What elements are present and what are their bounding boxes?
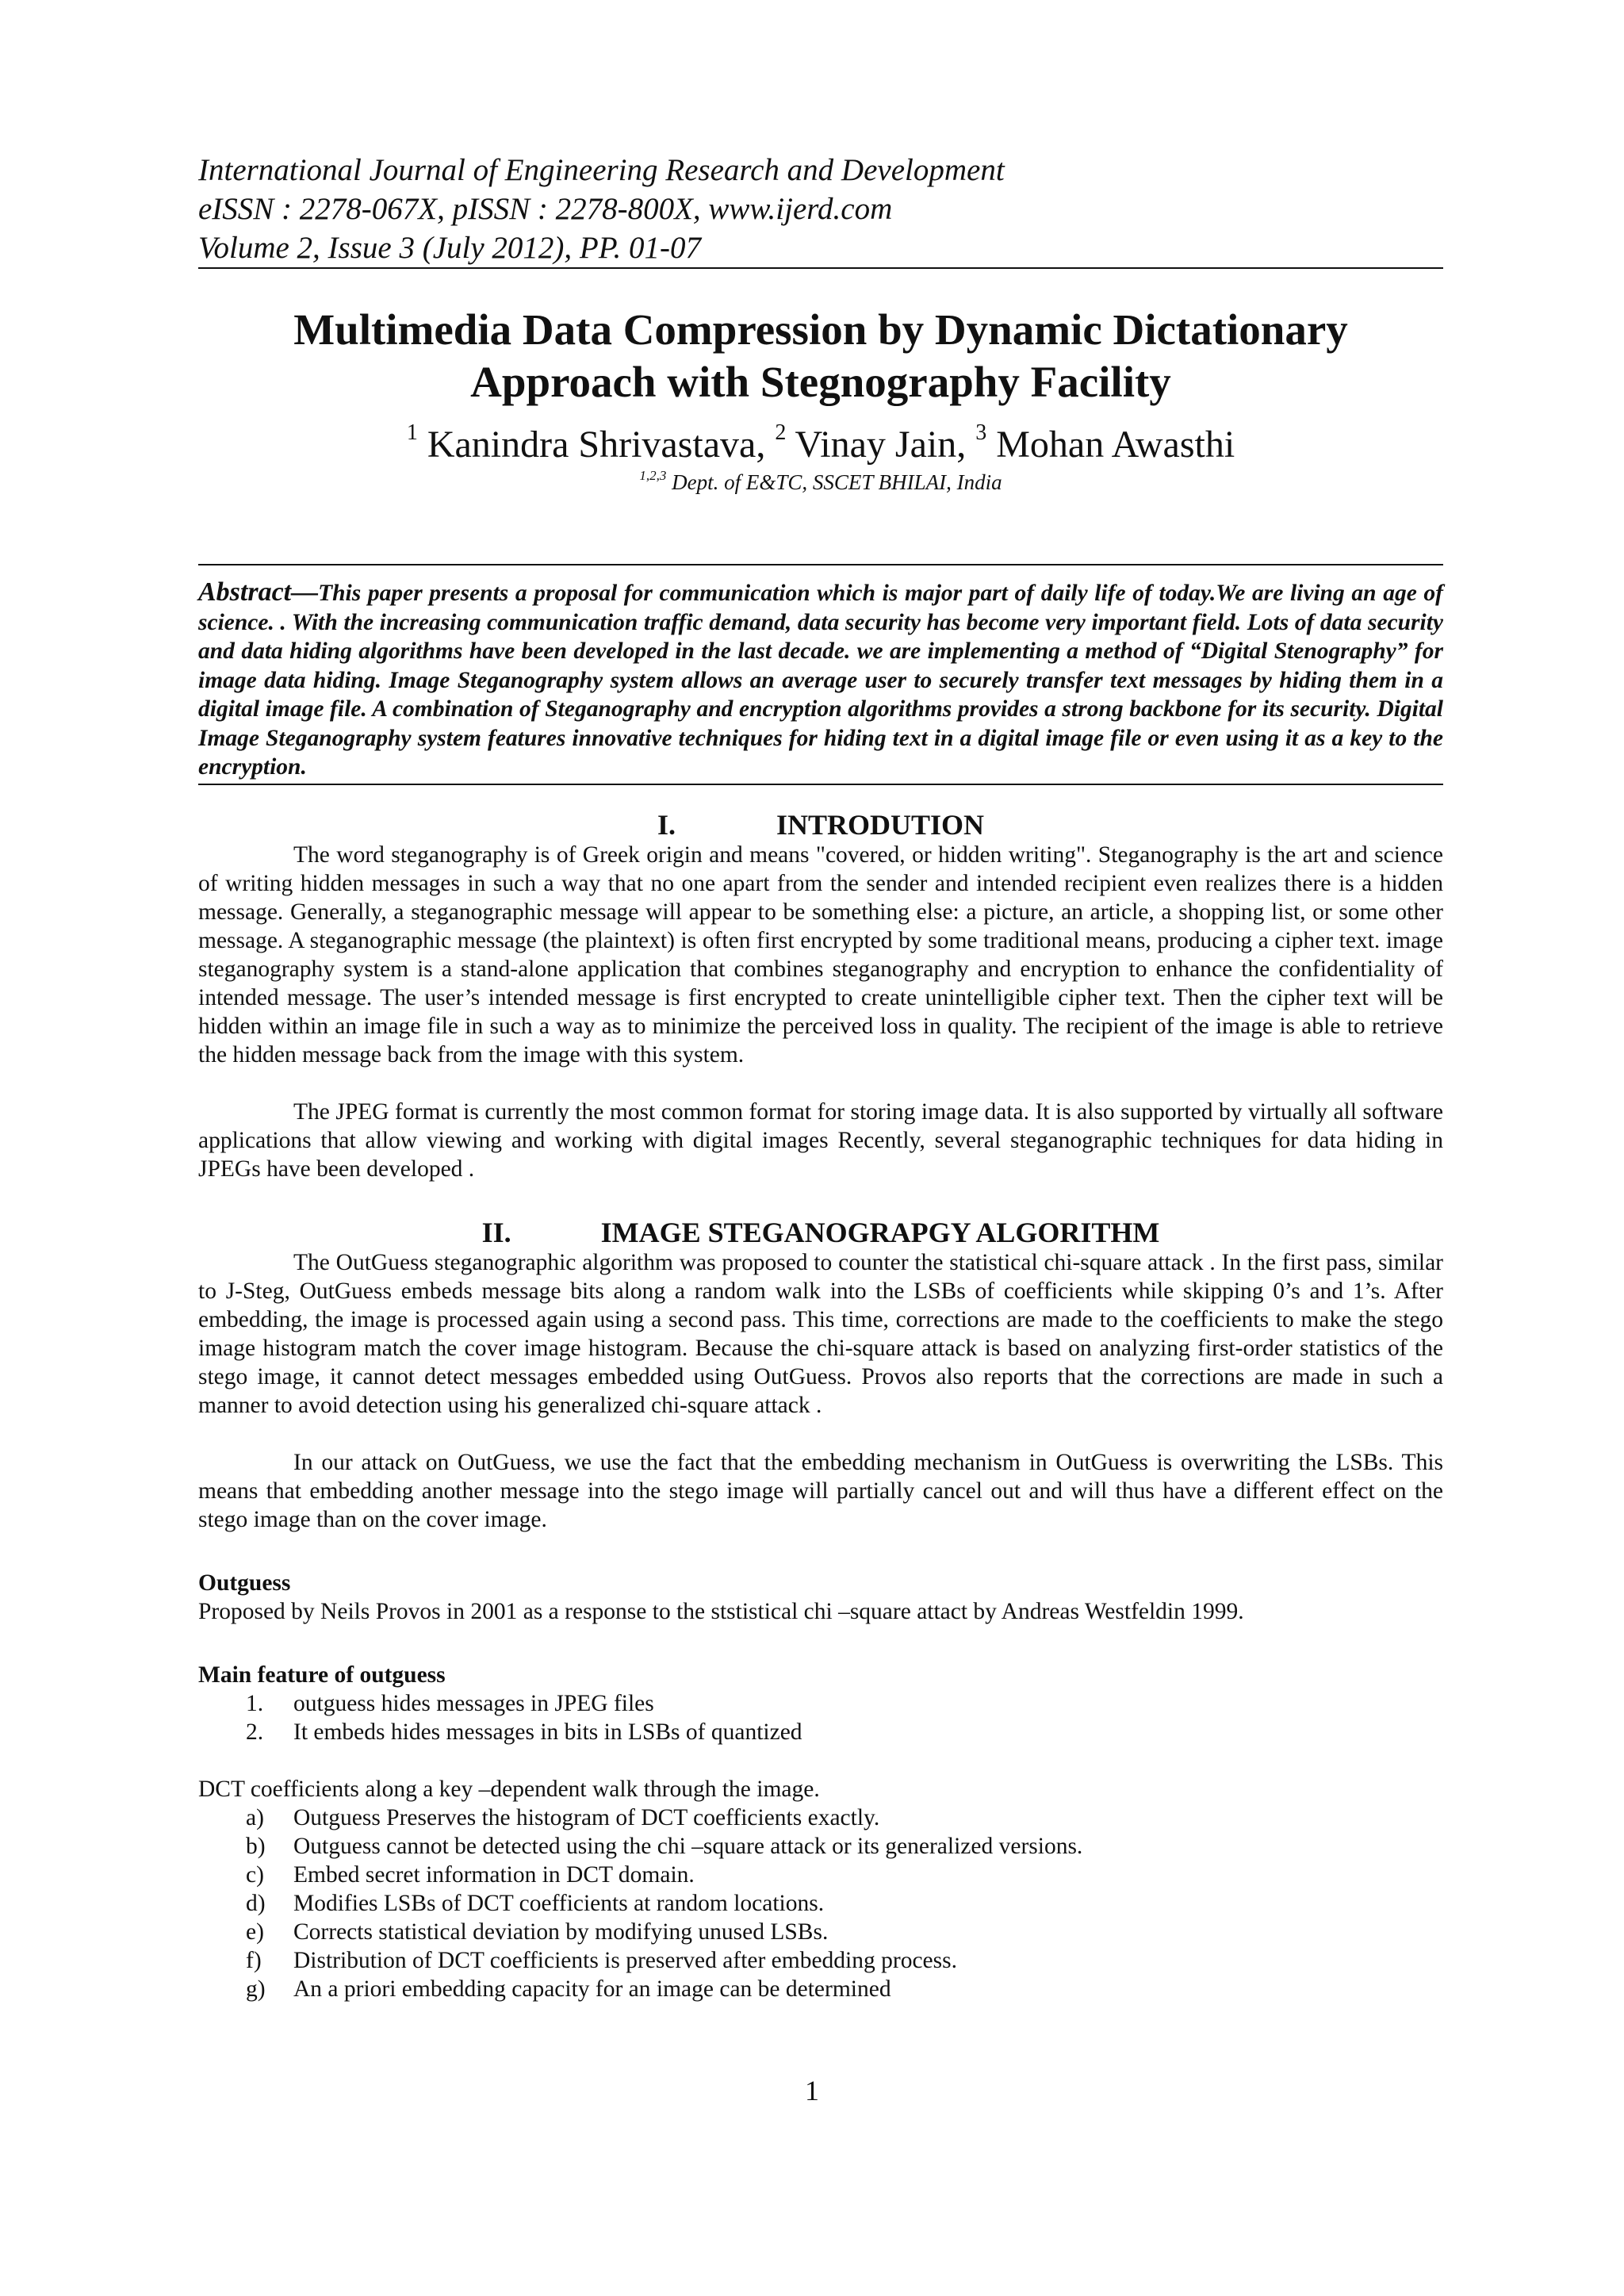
list-text: Corrects statistical deviation by modifying unused LSBs. bbox=[293, 1918, 829, 1945]
algorithm-paragraph-1: The OutGuess steganographic algorithm was proposed to counter the statistical chi-square attack . In the first pass, similar to J-Steg, OutGuess embeds message bits along a random walk into the LSBs of coefficients while skipping 0’s and 1’s. After embedding, the image is processed again using a second pass. This time, corrections are made to the coefficients to make the stego image histogram match the cover image histogram. Because the chi-square attack is based on analyzing first-order statistics of the stego image, it cannot detect messages embedded using OutGuess. Provos also reports that the corrections are made in such a manner to avoid detection using his generalized chi-square attack . bbox=[198, 1249, 1443, 1418]
list-text: It embeds hides messages in bits in LSBs of quantized bbox=[293, 1719, 802, 1745]
list-text: outguess hides messages in JPEG files bbox=[293, 1690, 654, 1716]
list-text: Distribution of DCT coefficients is preserved after embedding process. bbox=[293, 1947, 957, 1973]
section-number: II. bbox=[481, 1216, 511, 1248]
section-number: I. bbox=[657, 808, 676, 841]
section-title: INTRODUTION bbox=[776, 808, 985, 841]
list-marker: d) bbox=[246, 1890, 266, 1916]
outguess-text: Proposed by Neils Provos in 2001 as a response to the ststistical chi –square attact by Andreas Westfeldin 1999. bbox=[198, 1598, 1244, 1624]
list-item bbox=[198, 1946, 1443, 1975]
journal-header bbox=[198, 151, 1443, 267]
abstract-text: This paper presents a proposal for communication which is major part of daily life of today.We are living an age of science. . With the increasing communication traffic demand, data security has become very important field. Lots of data security and data hiding algorithms have been developed in the last decade. we are implementing a method of “Digital Stenography” for image data hiding. Image Steganography system allows an average user to securely transfer text messages by hiding them in a digital image file. A combination of Steganography and encryption algorithms provides a strong backbone for its security. Digital Image Steganography system features innovative techniques for hiding text in a digital image file or even using it as a key to the encryption. bbox=[198, 581, 1443, 780]
list-marker: b) bbox=[246, 1833, 266, 1859]
list-marker: f) bbox=[246, 1947, 262, 1973]
author-sup: 3 bbox=[975, 420, 987, 445]
list-item bbox=[198, 1689, 1443, 1718]
list-marker: a) bbox=[246, 1804, 264, 1830]
list-marker: 2. bbox=[246, 1719, 264, 1745]
author-name: Kanindra Shrivastava, bbox=[427, 424, 766, 466]
intro-paragraph-2: The JPEG format is currently the most common format for storing image data. It is also supported by virtually all software applications that allow viewing and working with digital images Recently, several steganographic techniques for data hiding in JPEGs have been developed . bbox=[198, 1098, 1443, 1182]
section-heading-introduction bbox=[198, 809, 1443, 841]
author-name: Vinay Jain, bbox=[795, 424, 967, 466]
author-name: Mohan Awasthi bbox=[996, 424, 1235, 466]
abstract bbox=[198, 578, 1443, 782]
affiliation bbox=[198, 469, 1443, 496]
list-item bbox=[198, 1975, 1443, 2003]
title-line-2: Approach with Stegnography Facility bbox=[470, 358, 1171, 406]
features-heading: Main feature of outguess bbox=[198, 1662, 446, 1688]
list-item bbox=[198, 1918, 1443, 1946]
title-line-1: Multimedia Data Compression by Dynamic Dictationary bbox=[293, 305, 1348, 354]
author-list bbox=[198, 421, 1443, 469]
paper-page bbox=[198, 151, 1443, 2003]
list-marker: 1. bbox=[246, 1690, 264, 1716]
affiliation-sup: 1,2,3 bbox=[639, 468, 667, 483]
header-rule bbox=[198, 267, 1443, 269]
features-numbered-list bbox=[198, 1689, 1443, 1746]
list-marker: e) bbox=[246, 1918, 264, 1945]
list-text: Outguess cannot be detected using the chi –square attack or its generalized versions. bbox=[293, 1833, 1083, 1859]
journal-issn: eISSN : 2278-067X, pISSN : 2278-800X, www.ijerd.com bbox=[198, 192, 893, 226]
list-item bbox=[198, 1889, 1443, 1918]
list-item bbox=[198, 1832, 1443, 1861]
features-lettered-list bbox=[198, 1803, 1443, 2003]
journal-name: International Journal of Engineering Research and Development bbox=[198, 153, 1005, 187]
features-continuation: DCT coefficients along a key –dependent walk through the image. bbox=[198, 1776, 820, 1802]
list-item bbox=[198, 1861, 1443, 1889]
paper-title bbox=[198, 304, 1443, 408]
list-item bbox=[198, 1718, 1443, 1746]
list-text: An a priori embedding capacity for an image can be determined bbox=[293, 1976, 891, 2002]
abstract-lead: Abstract— bbox=[198, 577, 319, 607]
journal-volume: Volume 2, Issue 3 (July 2012), PP. 01-07 bbox=[198, 231, 701, 265]
abstract-top-rule bbox=[198, 564, 1443, 565]
author-sup: 2 bbox=[775, 420, 787, 445]
list-item bbox=[198, 1803, 1443, 1832]
affiliation-text: Dept. of E&TC, SSCET BHILAI, India bbox=[672, 470, 1002, 494]
abstract-bottom-rule bbox=[198, 784, 1443, 785]
section-heading-algorithm bbox=[198, 1217, 1443, 1248]
outguess-heading: Outguess bbox=[198, 1570, 291, 1596]
intro-paragraph-1: The word steganography is of Greek origin and means "covered, or hidden writing". Steganography is the art and science of writing hidden messages in such a way that no one apart from the sender and intended recipient even realizes there is a hidden message. Generally, a steganographic message will appear to be something else: a picture, an article, a shopping list, or some other message. A steganographic message (the plaintext) is often first encrypted by some traditional means, producing a cipher text. image steganography system is a stand-alone application that combines steganography and encryption to enhance the confidentiality of intended message. The user’s intended message is first encrypted to create unintelligible cipher text. Then the cipher text will be hidden within an image file in such a way as to minimize the perceived loss in quality. The recipient of the image is able to retrieve the hidden message back from the image with this system. bbox=[198, 841, 1443, 1068]
list-text: Embed secret information in DCT domain. bbox=[293, 1861, 695, 1888]
list-marker: g) bbox=[246, 1976, 266, 2002]
section-title: IMAGE STEGANOGRAPGY ALGORITHM bbox=[600, 1216, 1160, 1248]
list-marker: c) bbox=[246, 1861, 264, 1888]
list-text: Modifies LSBs of DCT coefficients at random locations. bbox=[293, 1890, 825, 1916]
page-number: 1 bbox=[805, 2075, 819, 2106]
list-text: Outguess Preserves the histogram of DCT coefficients exactly. bbox=[293, 1804, 880, 1830]
algorithm-paragraph-2: In our attack on OutGuess, we use the fact that the embedding mechanism in OutGuess is overwriting the LSBs. This means that embedding another message into the stego image will partially cancel out and will thus have a different effect on the stego image than on the cover image. bbox=[198, 1449, 1443, 1532]
author-sup: 1 bbox=[406, 420, 418, 445]
